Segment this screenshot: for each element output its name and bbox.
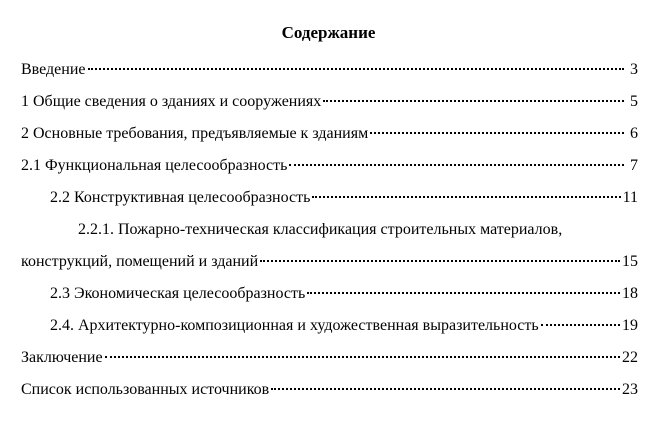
toc-entry-page: 6 — [630, 125, 638, 142]
toc-entry-page: 7 — [630, 157, 638, 174]
toc-entry-section-1[interactable] — [21, 86, 638, 118]
dot-leader — [370, 132, 624, 134]
toc-entry-page: 18 — [622, 285, 638, 302]
toc-entry-section-2[interactable] — [21, 118, 638, 150]
table-of-contents — [21, 22, 638, 406]
toc-entry-page: 22 — [622, 349, 638, 366]
toc-entry-label: Заключение — [21, 349, 103, 366]
toc-entry-label: 1 Общие сведения о зданиях и сооружениях — [21, 93, 322, 110]
toc-entry-label-line2: конструкций, помещений и зданий — [21, 253, 259, 270]
dot-leader — [307, 292, 620, 294]
toc-entry-references[interactable] — [21, 374, 638, 406]
dot-leader — [541, 324, 620, 326]
toc-entry-section-2-4[interactable] — [21, 310, 638, 342]
dot-leader — [312, 196, 620, 198]
dot-leader — [88, 68, 625, 70]
dot-leader — [271, 388, 620, 390]
toc-entry-section-2-1[interactable] — [21, 150, 638, 182]
toc-entry-page: 15 — [622, 253, 638, 270]
dot-leader — [323, 100, 624, 102]
dot-leader — [289, 164, 624, 166]
toc-entry-section-2-2-1[interactable] — [21, 214, 638, 278]
toc-entry-page: 3 — [630, 61, 638, 78]
toc-entry-section-2-3[interactable] — [21, 278, 638, 310]
toc-entry-conclusion[interactable] — [21, 342, 638, 374]
toc-entry-label-line1: 2.2.1. Пожарно-техническая классификация строительных материалов, — [78, 221, 563, 238]
toc-entry-label: 2 Основные требования, предъявляемые к зданиям — [21, 125, 369, 142]
toc-entry-label: 2.2 Конструктивная целесообразность — [50, 189, 311, 206]
toc-entry-label: Введение — [21, 61, 86, 78]
toc-entry-page: 5 — [630, 93, 638, 110]
toc-entry-label: Список использованных источников — [21, 381, 270, 398]
toc-entry-section-2-2[interactable] — [21, 182, 638, 214]
toc-entry-label: 2.1 Функциональная целесообразность — [21, 157, 288, 174]
dot-leader — [260, 260, 620, 262]
toc-entry-page: 23 — [622, 381, 638, 398]
toc-entry-label: 2.3 Экономическая целесообразность — [50, 285, 306, 302]
toc-entry-label: 2.4. Архитектурно-композиционная и художественная выразительность — [50, 317, 539, 334]
toc-entry-introduction[interactable] — [21, 54, 638, 86]
page-title: Содержание — [281, 23, 376, 42]
toc-entry-page: 19 — [622, 317, 638, 334]
toc-entry-page: 11 — [622, 189, 638, 206]
dot-leader — [105, 356, 620, 358]
